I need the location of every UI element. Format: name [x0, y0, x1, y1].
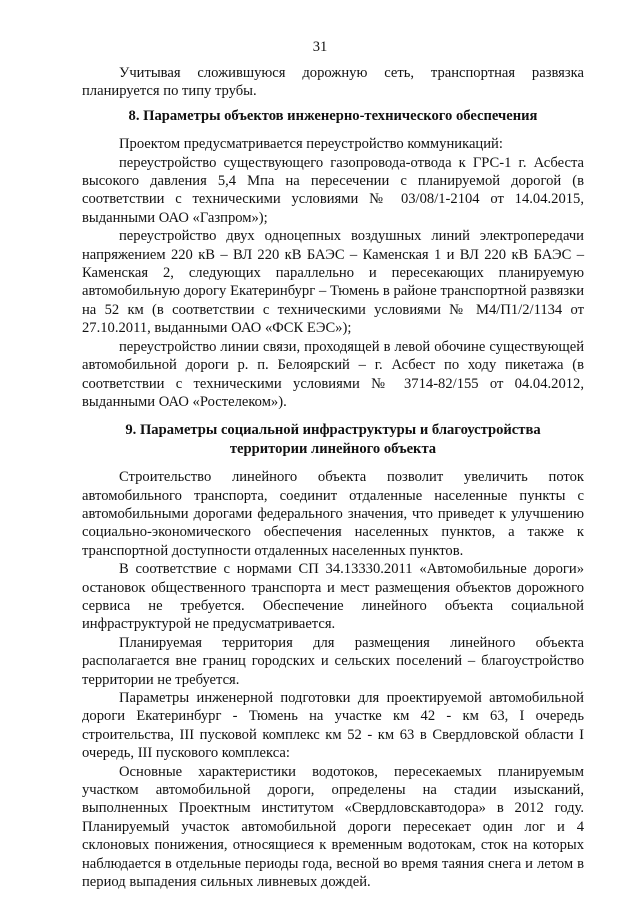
section-9-heading-line-2: территории линейного объекта: [229, 440, 437, 457]
document-body: [82, 64, 584, 891]
section-9-heading-line-1: 9. Параметры социальной инфраструктуры и благоустройства: [125, 422, 541, 439]
paragraph-gas-pipeline: переустройство существующего газопровода-отвода к ГРС-1 г. Асбеста высокого давления 5,4 Мпа на пересечении с планируемой дорогой (в соответствии с техническими условиями № 03/08/1-2104 от 14.04.2015, выданными ОАО «Газпром»);: [82, 154, 584, 226]
paragraph-watercourses: Основные характеристики водотоков, пересекаемых планируемым участком автомобильной дороги, определены на стадии изысканий, выполненных Проектным институтом «Свердловскавтодора» в 2012 году. Планируемый участок автомобильной дороги пересекает один лог и 4 склоновых понижения, относящиеся к временным водотокам, сток на которых наблюдается в отдельные периоды года, весной во время таяния снега и летом в период выпадения сильных ливневых дождей.: [82, 763, 584, 891]
paragraph-territory: Планируемая территория для размещения линейного объекта располагается вне границ городских и сельских поселений – благоустройство территории не требуется.: [82, 634, 584, 688]
paragraph-communication-line: переустройство линии связи, проходящей в левой обочине существующей автомобильной дороги р. п. Белоярский – г. Асбест по ходу пикетажа (в соответствии с техническими условиями № 3714-82/155 от 04.04.2012, выданными ОАО «Ростелеком»).: [82, 338, 584, 410]
paragraph-construction-benefits: Строительство линейного объекта позволит увеличить поток автомобильного транспорта, соединит отдаленные населенные пункты с автомобильными дорогами федерального значения, что приведет к улучшению социально-экономического обеспечения населенных пунктов, а также к транспортной доступности отдаленных населенных пунктов.: [82, 469, 584, 559]
section-8-heading: 8. Параметры объектов инженерно-технического обеспечения: [128, 107, 538, 124]
paragraph-power-lines: переустройство двух одноцепных воздушных линий электропередачи напряжением 220 кВ – ВЛ 220 кВ БАЭС – Каменская 1 и ВЛ 220 кВ БАЭС – Каменская 2, следующих параллельно и пересекающих планируемую автомобильную дорогу Екатеринбург – Тюмень в районе транспортной развязки на 52 км (в соответствии с техническими условиями № М4/П1/2/1134 от 27.10.2011, выданными ОАО «ФСК ЕЭС»);: [82, 228, 584, 337]
section-9-heading: [82, 421, 584, 458]
paragraph-road-network: Учитывая сложившуюся дорожную сеть, транспортная развязка планируется по типу трубы.: [82, 65, 584, 100]
paragraph-engineering-preparation: Параметры инженерной подготовки для проектируемой автомобильной дороги Екатеринбург - Тюмень на участке км 42 - км 63, I очередь строительства, III пусковой комплекс км 52 - км 63 в Свердловской области I очередь, III пускового комплекса:: [82, 690, 584, 762]
paragraph-communications-intro: Проектом предусматривается переустройство коммуникаций:: [119, 136, 503, 153]
paragraph-norms: В соответствие с нормами СП 34.13330.2011 «Автомобильные дороги» остановок общественного транспорта и мест размещения объектов дорожного сервиса не требуется. Обеспечение линейного объекта социальной инфраструктурой не предусматривается.: [82, 561, 584, 633]
page-number: 31: [312, 39, 328, 55]
